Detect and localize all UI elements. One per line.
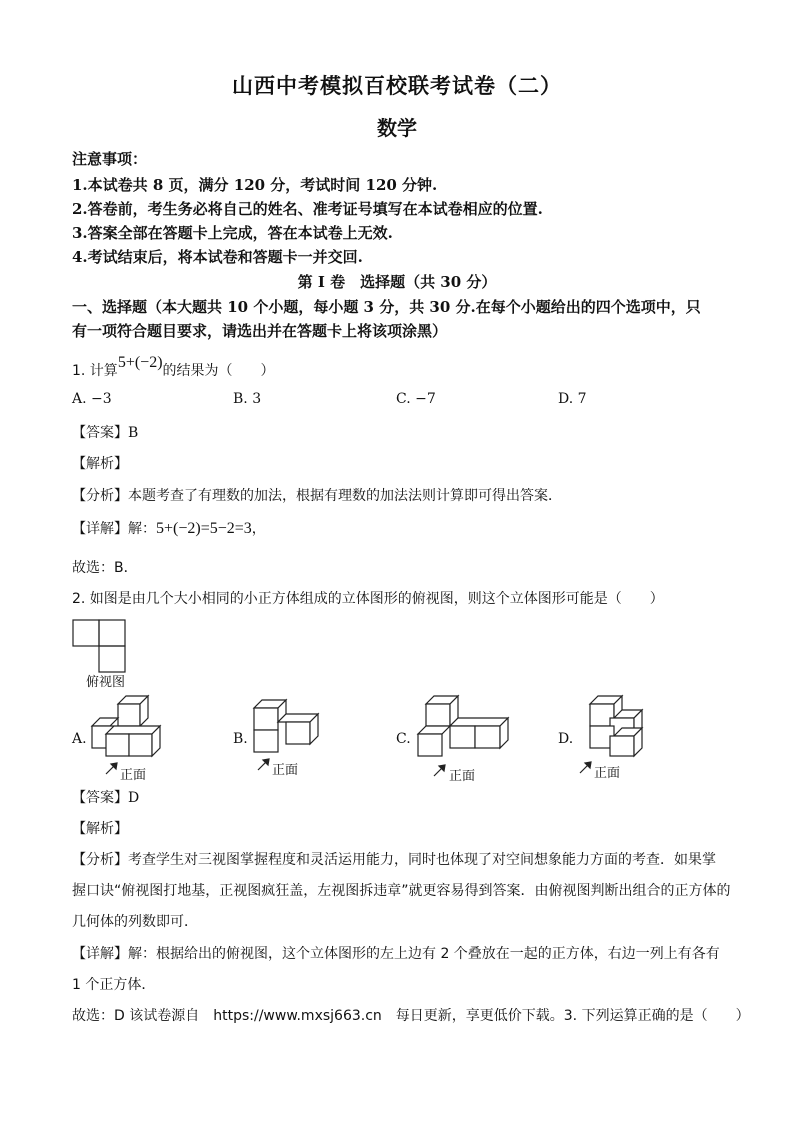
q2-detail-line2: 1 个正方体． (72, 977, 156, 993)
cube-front-face (106, 734, 129, 756)
cube-front-face (610, 736, 634, 756)
q2-analysis-label: 【解析】 (72, 821, 128, 837)
section-instructions-line2: 有一项符合题目要求，请选出并在答题卡上将该项涂黑） (72, 322, 448, 340)
front-label: 正面 (120, 768, 147, 783)
top-view-caption: 俯视图 (86, 675, 126, 690)
top-view-square-2 (99, 620, 125, 646)
q2-option-a-solid (88, 694, 168, 760)
q2-detail-text1: 解：根据给出的俯视图，这个立体图形的左上边有 2 个叠放在一起的正方体，右边一列上有各有 (128, 946, 720, 962)
q1-analysis-label: 【解析】 (72, 456, 128, 472)
q2-fenxi-label: 【分析】 (72, 852, 128, 868)
q1-answer (72, 422, 138, 442)
q1-answer-value: B (128, 425, 139, 441)
q2-fenxi-line3: 几何体的列数即可． (72, 914, 198, 930)
q2-option-b-label: B. (233, 731, 248, 747)
top-view-square-3 (99, 646, 125, 672)
front-arrow-icon (104, 760, 120, 776)
q2-fenxi-line2: 握口诀“俯视图打地基，正视图疯狂盖，左视图拆违章”就更容易得到答案．由俯视图判断出组合的正方体的 (72, 883, 731, 899)
q1-expression: 5+(−2) (117, 354, 163, 371)
q1-detail-label: 【详解】 (72, 521, 128, 537)
q1-detail-prefix: 解： (128, 521, 156, 537)
q2-fenxi-text1: 考查学生对三视图掌握程度和灵活运用能力，同时也体现了对空间想象能力方面的考查．如果掌 (128, 852, 716, 868)
cube-front-face (286, 722, 310, 744)
cube-front-face (418, 734, 442, 756)
cube-front-face (450, 726, 475, 748)
q1-option-d: D. 7 (558, 391, 587, 407)
q2-option-c-label: C. (396, 731, 411, 747)
q1-fenxi-label: 【分析】 (72, 488, 128, 504)
cube-front-face (475, 726, 500, 748)
cube-top-face (418, 726, 450, 734)
q2-answer (72, 787, 139, 807)
note-item-1: 1.本试卷共 8 页，满分 120 分，考试时间 120 分钟. (72, 176, 438, 194)
note-item-2: 2.答卷前，考生务必将自己的姓名、准考证号填写在本试卷相应的位置. (72, 200, 543, 218)
front-label: 正面 (594, 766, 621, 781)
subject-title: 数学 (377, 116, 417, 140)
cube-top-face (106, 726, 160, 734)
note-item-3: 3.答案全部在答题卡上完成，答在本试卷上无效. (72, 224, 393, 242)
q1-suffix: 的结果为（ ） (162, 363, 275, 379)
q2-answer-value: D (128, 790, 140, 806)
top-view-square-1 (73, 620, 99, 646)
cube-top-face (450, 718, 508, 726)
exam-title: 山西中考模拟百校联考试卷（二） (232, 73, 562, 98)
q2-option-d-solid (580, 694, 660, 760)
q2-fenxi-line1 (72, 849, 716, 869)
q2-choose-and-q3-stem: 故选：D 该试卷源自 https://www.mxsj663.cn 每日更新，享更低价下载。3. 下列运算正确的是（ ） (72, 1008, 750, 1024)
part1-heading: 第 I 卷 选择题（共 30 分） (297, 273, 497, 291)
q2-detail-line1 (72, 943, 720, 963)
front-label: 正面 (272, 763, 299, 778)
cube-front-face (426, 704, 450, 726)
cube-front-face (254, 708, 278, 730)
top-view-figure (72, 618, 132, 674)
notes-heading: 注意事项： (72, 150, 148, 168)
cube-front-face (118, 704, 140, 726)
q1-answer-label: 【答案】 (72, 425, 128, 441)
cube-top-face (92, 718, 118, 726)
note-item-4: 4.考试结束后，将本试卷和答题卡一并交回. (72, 248, 363, 266)
q1-detail-math: 5+(−2)=5−2=3 (156, 520, 252, 537)
front-label: 正面 (449, 769, 476, 784)
q1-stem (72, 354, 275, 380)
q2-option-a-label: A. (72, 731, 87, 747)
section-instructions-line1: 一、选择题（本大题共 10 个小题，每小题 3 分，共 30 分.在每个小题给出的四个选项中，只 (72, 298, 701, 316)
cube-front-face (254, 730, 278, 752)
cube-front-face (129, 734, 152, 756)
q1-fenxi-text: 本题考查了有理数的加法，根据有理数的加法法则计算即可得出答案． (128, 488, 562, 504)
q1-detail-suffix: ， (251, 521, 266, 537)
q1-choose: 故选：B． (72, 560, 138, 576)
q1-detail (72, 518, 266, 538)
q2-option-c-solid (414, 694, 514, 760)
q1-option-a: A. −3 (72, 391, 112, 407)
q2-stem: 2. 如图是由几个大小相同的小正方体组成的立体图形的俯视图，则这个立体图形可能是（ ） (72, 591, 664, 607)
q1-option-c: C. −7 (396, 391, 436, 407)
q1-fenxi (72, 485, 562, 505)
front-arrow-icon (578, 759, 594, 775)
q2-answer-label: 【答案】 (72, 790, 128, 806)
front-arrow-icon (432, 762, 448, 778)
q2-option-d-label: D. (558, 731, 574, 747)
q1-prefix: 1. 计算 (72, 363, 118, 379)
q2-option-b-solid (250, 698, 330, 756)
q1-option-b: B. 3 (233, 391, 262, 407)
q2-detail-label: 【详解】 (72, 946, 128, 962)
front-arrow-icon (256, 756, 272, 772)
